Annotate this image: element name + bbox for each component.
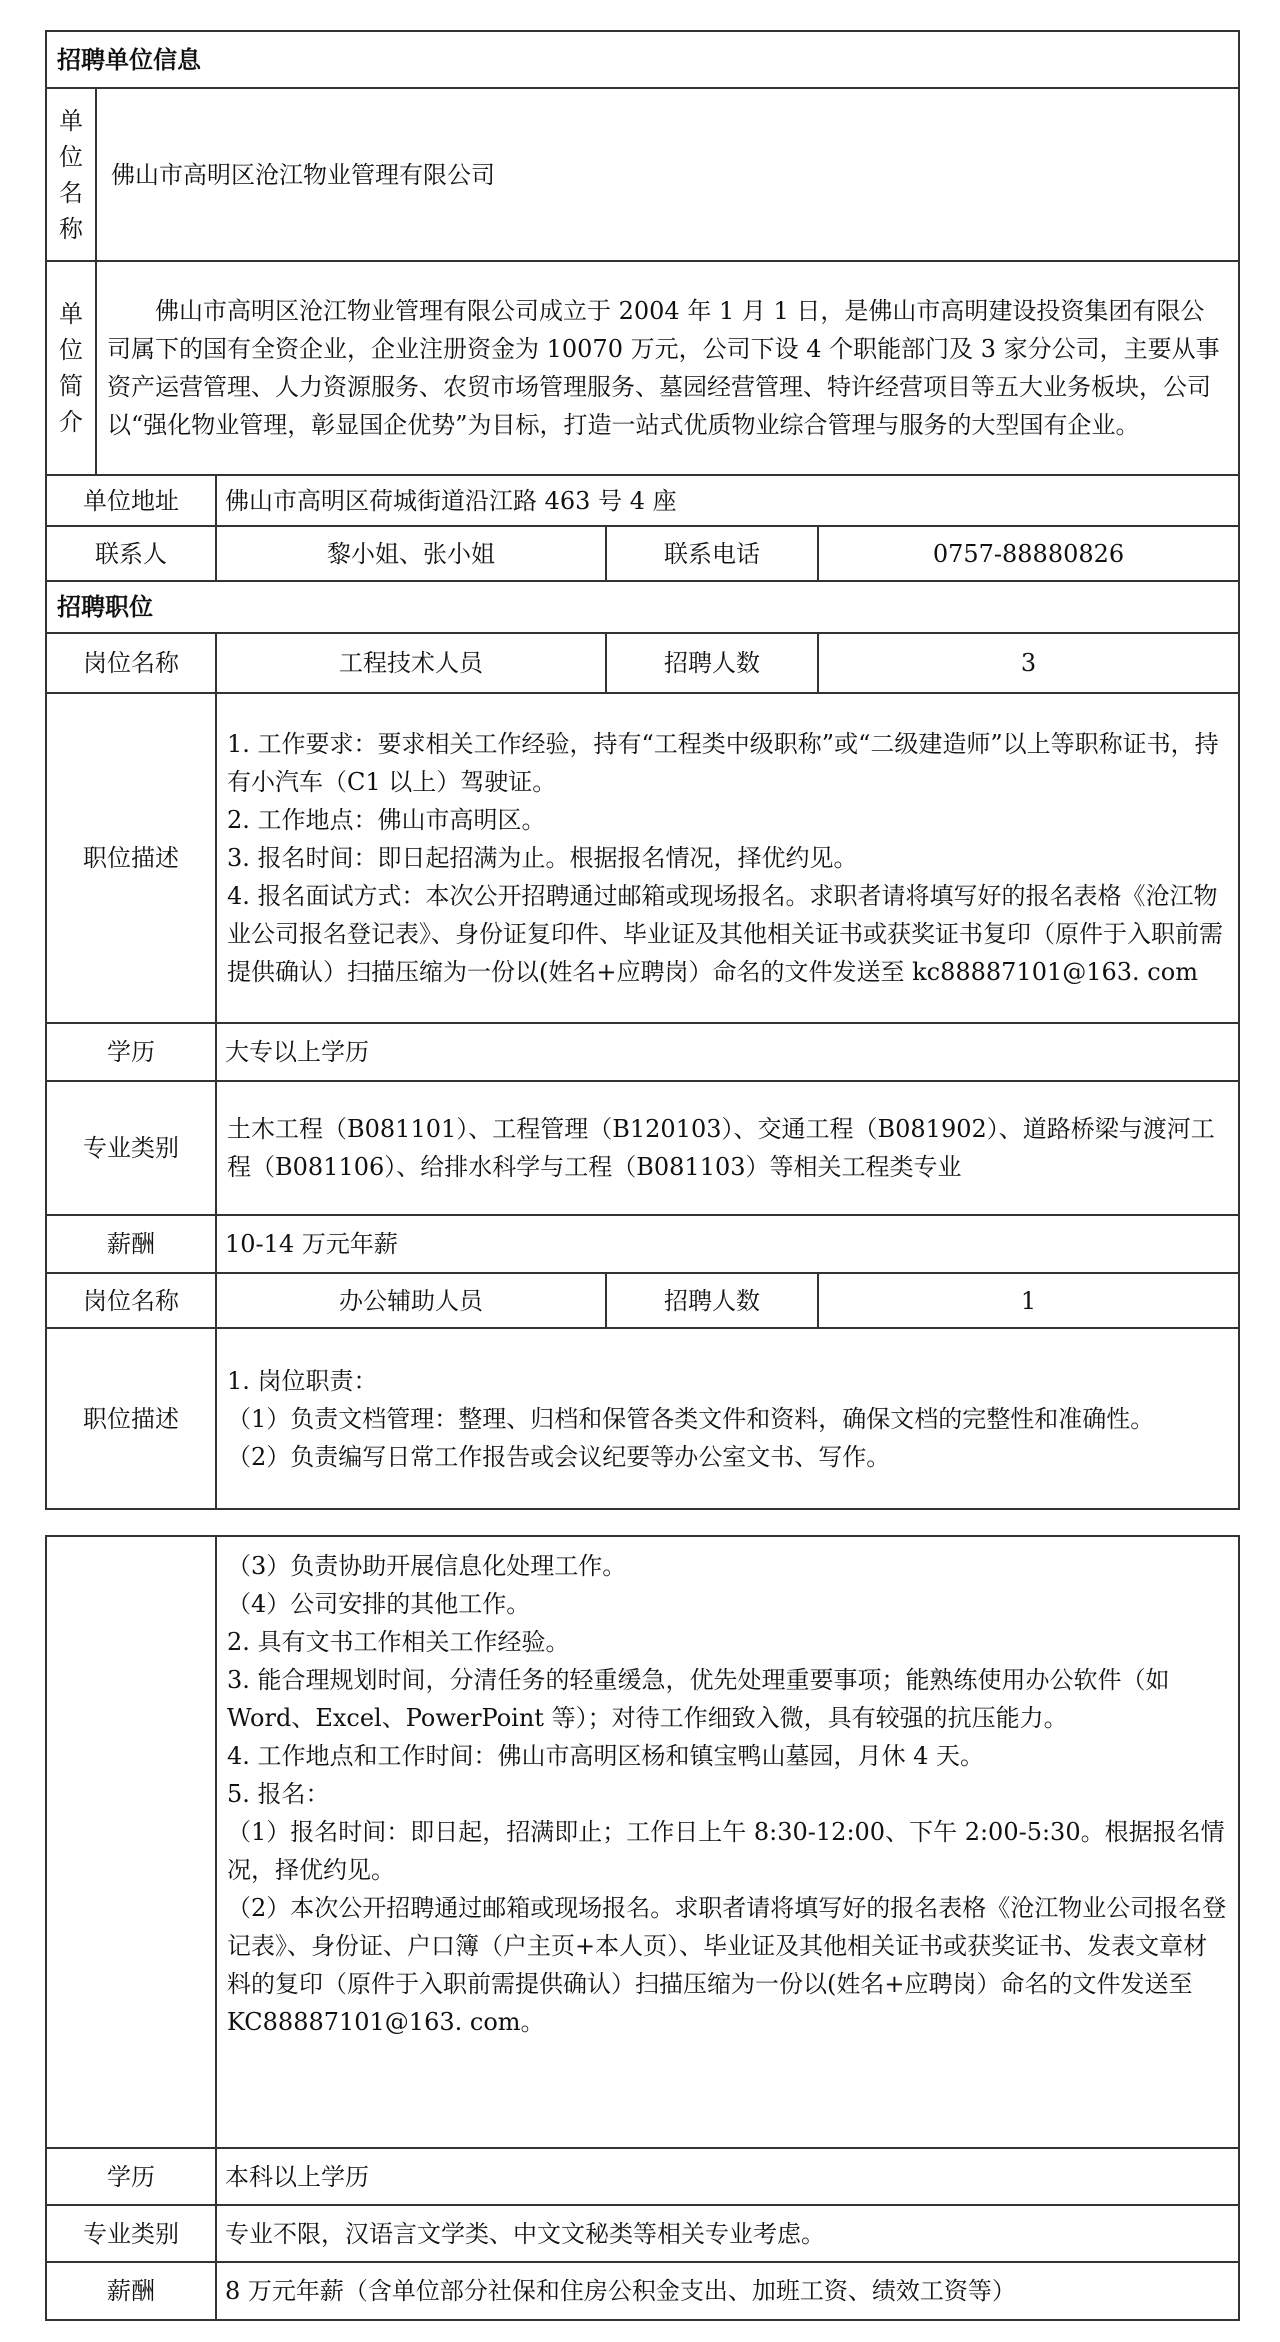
recruitment-table-page2 bbox=[45, 1535, 1240, 2321]
contact-label: 联系人 bbox=[46, 526, 216, 581]
company-intro-row bbox=[46, 261, 1239, 475]
headcount-label: 招聘人数 bbox=[606, 1273, 818, 1328]
position2-name-row bbox=[46, 1273, 1239, 1328]
major-value: 土木工程（B081101）、工程管理（B120103）、交通工程（B081902）、道路桥梁与渡河工程（B081106）、给排水科学与工程（B081103）等相关工程类专业 bbox=[216, 1081, 1239, 1215]
description-line: （3）负责协助开展信息化处理工作。 bbox=[227, 1552, 627, 1580]
description-label: 职位描述 bbox=[46, 1328, 216, 1509]
position1-major-row bbox=[46, 1081, 1239, 1215]
position2-description-cont-row bbox=[46, 1536, 1239, 2148]
salary-label: 薪酬 bbox=[46, 1215, 216, 1273]
headcount-value: 3 bbox=[818, 633, 1239, 693]
position1-salary-row bbox=[46, 1215, 1239, 1273]
position2-education-row bbox=[46, 2148, 1239, 2205]
description-line: 5. 报名： bbox=[227, 1780, 330, 1808]
description-line: （1）负责文档管理：整理、归档和保管各类文件和资料，确保文档的完整性和准确性。 bbox=[227, 1404, 1155, 1433]
employer-section-title: 招聘单位信息 bbox=[46, 31, 1239, 88]
description-line: （4）公司安排的其他工作。 bbox=[227, 1590, 531, 1618]
description-label-empty bbox=[46, 1536, 216, 2148]
description-line: 3. 报名时间：即日起招满为止。根据报名情况，择优约见。 bbox=[227, 844, 858, 872]
description-line: （2）本次公开招聘通过邮箱或现场报名。求职者请将填写好的报名表格《沧江物业公司报名登记表》、身份证、户口簿（户主页+本人页）、毕业证及其他相关证书或获奖证书、发表文章材料的复印（原件于入职前需提供确认）扫描压缩为一份以(姓名+应聘岗）命名的文件发送至 KC88887101@163. com。 bbox=[227, 1894, 1227, 2036]
company-name-label: 单 位 名 称 bbox=[46, 88, 96, 261]
position1-education-row bbox=[46, 1023, 1239, 1081]
address-label: 单位地址 bbox=[46, 475, 216, 526]
post-name-label: 岗位名称 bbox=[46, 633, 216, 693]
contact-value: 黎小姐、张小姐 bbox=[216, 526, 606, 581]
description-line: 4. 工作地点和工作时间：佛山市高明区杨和镇宝鸭山墓园，月休 4 天。 bbox=[227, 1742, 985, 1770]
description-line: （1）报名时间：即日起，招满即止；工作日上午 8:30-12:00、下午 2:00-5:30。根据报名情况，择优约见。 bbox=[227, 1818, 1225, 1884]
major-value: 专业不限，汉语言文学类、中文文秘类等相关专业考虑。 bbox=[216, 2205, 1239, 2262]
salary-value: 10-14 万元年薪 bbox=[216, 1215, 1239, 1273]
company-name-row bbox=[46, 88, 1239, 261]
post-name-value: 办公辅助人员 bbox=[216, 1273, 606, 1328]
company-intro-label: 单 位 简 介 bbox=[46, 261, 96, 475]
major-label: 专业类别 bbox=[46, 2205, 216, 2262]
position2-description-part2 bbox=[216, 1536, 1239, 2148]
education-value: 大专以上学历 bbox=[216, 1023, 1239, 1081]
education-value: 本科以上学历 bbox=[216, 2148, 1239, 2205]
phone-label: 联系电话 bbox=[606, 526, 818, 581]
description-line: 1. 工作要求：要求相关工作经验，持有“工程类中级职称”或“二级建造师”以上等职称证书，持有小汽车（C1 以上）驾驶证。 bbox=[227, 730, 1219, 796]
description-line: 4. 报名面试方式：本次公开招聘通过邮箱或现场报名。求职者请将填写好的报名表格《沧江物业公司报名登记表》、身份证复印件、毕业证及其他相关证书或获奖证书复印（原件于入职前需提供确认）扫描压缩为一份以(姓名+应聘岗）命名的文件发送至 kc88887101@163. com bbox=[227, 882, 1223, 986]
education-label: 学历 bbox=[46, 2148, 216, 2205]
description-line: 2. 工作地点：佛山市高明区。 bbox=[227, 806, 546, 834]
position1-name-row bbox=[46, 633, 1239, 693]
phone-value: 0757-88880826 bbox=[818, 526, 1239, 581]
company-name: 佛山市高明区沧江物业管理有限公司 bbox=[96, 88, 1239, 261]
major-label: 专业类别 bbox=[46, 1081, 216, 1215]
positions-section-title: 招聘职位 bbox=[46, 581, 1239, 633]
position1-description bbox=[216, 693, 1239, 1023]
position2-description-part1 bbox=[216, 1328, 1239, 1509]
address-row bbox=[46, 475, 1239, 526]
post-name-label: 岗位名称 bbox=[46, 1273, 216, 1328]
description-line: 2. 具有文书工作相关工作经验。 bbox=[227, 1628, 570, 1656]
recruitment-table-page1 bbox=[45, 30, 1240, 1510]
contact-row bbox=[46, 526, 1239, 581]
position2-major-row bbox=[46, 2205, 1239, 2262]
company-intro: 佛山市高明区沧江物业管理有限公司成立于 2004 年 1 月 1 日，是佛山市高明建设投资集团有限公司属下的国有全资企业，企业注册资金为 10070 万元，公司下设 4 个职能部门及 3 家分公司，主要从事资产运营管理、人力资源服务、农贸市场管理服务、墓园经营管理、特许经营项目等五大业务板块，公司以“强化物业管理，彰显国企优势”为目标，打造一站式优质物业综合管理与服务的大型国有企业。 bbox=[96, 261, 1239, 475]
position2-salary-row bbox=[46, 2262, 1239, 2320]
description-line: （2）负责编写日常工作报告或会议纪要等办公室文书、写作。 bbox=[227, 1442, 891, 1471]
salary-label: 薪酬 bbox=[46, 2262, 216, 2320]
salary-value: 8 万元年薪（含单位部分社保和住房公积金支出、加班工资、绩效工资等） bbox=[216, 2262, 1239, 2320]
education-label: 学历 bbox=[46, 1023, 216, 1081]
headcount-value: 1 bbox=[818, 1273, 1239, 1328]
positions-section-row bbox=[46, 581, 1239, 633]
description-line: 1. 岗位职责： bbox=[227, 1366, 378, 1395]
position2-description-row bbox=[46, 1328, 1239, 1509]
headcount-label: 招聘人数 bbox=[606, 633, 818, 693]
employer-section-row bbox=[46, 31, 1239, 88]
description-label: 职位描述 bbox=[46, 693, 216, 1023]
address-value: 佛山市高明区荷城街道沿江路 463 号 4 座 bbox=[216, 475, 1239, 526]
post-name-value: 工程技术人员 bbox=[216, 633, 606, 693]
position1-description-row bbox=[46, 693, 1239, 1023]
description-line: 3. 能合理规划时间，分清任务的轻重缓急，优先处理重要事项；能熟练使用办公软件（如 Word、Excel、PowerPoint 等）；对待工作细致入微，具有较强的抗压能力。 bbox=[227, 1666, 1170, 1732]
